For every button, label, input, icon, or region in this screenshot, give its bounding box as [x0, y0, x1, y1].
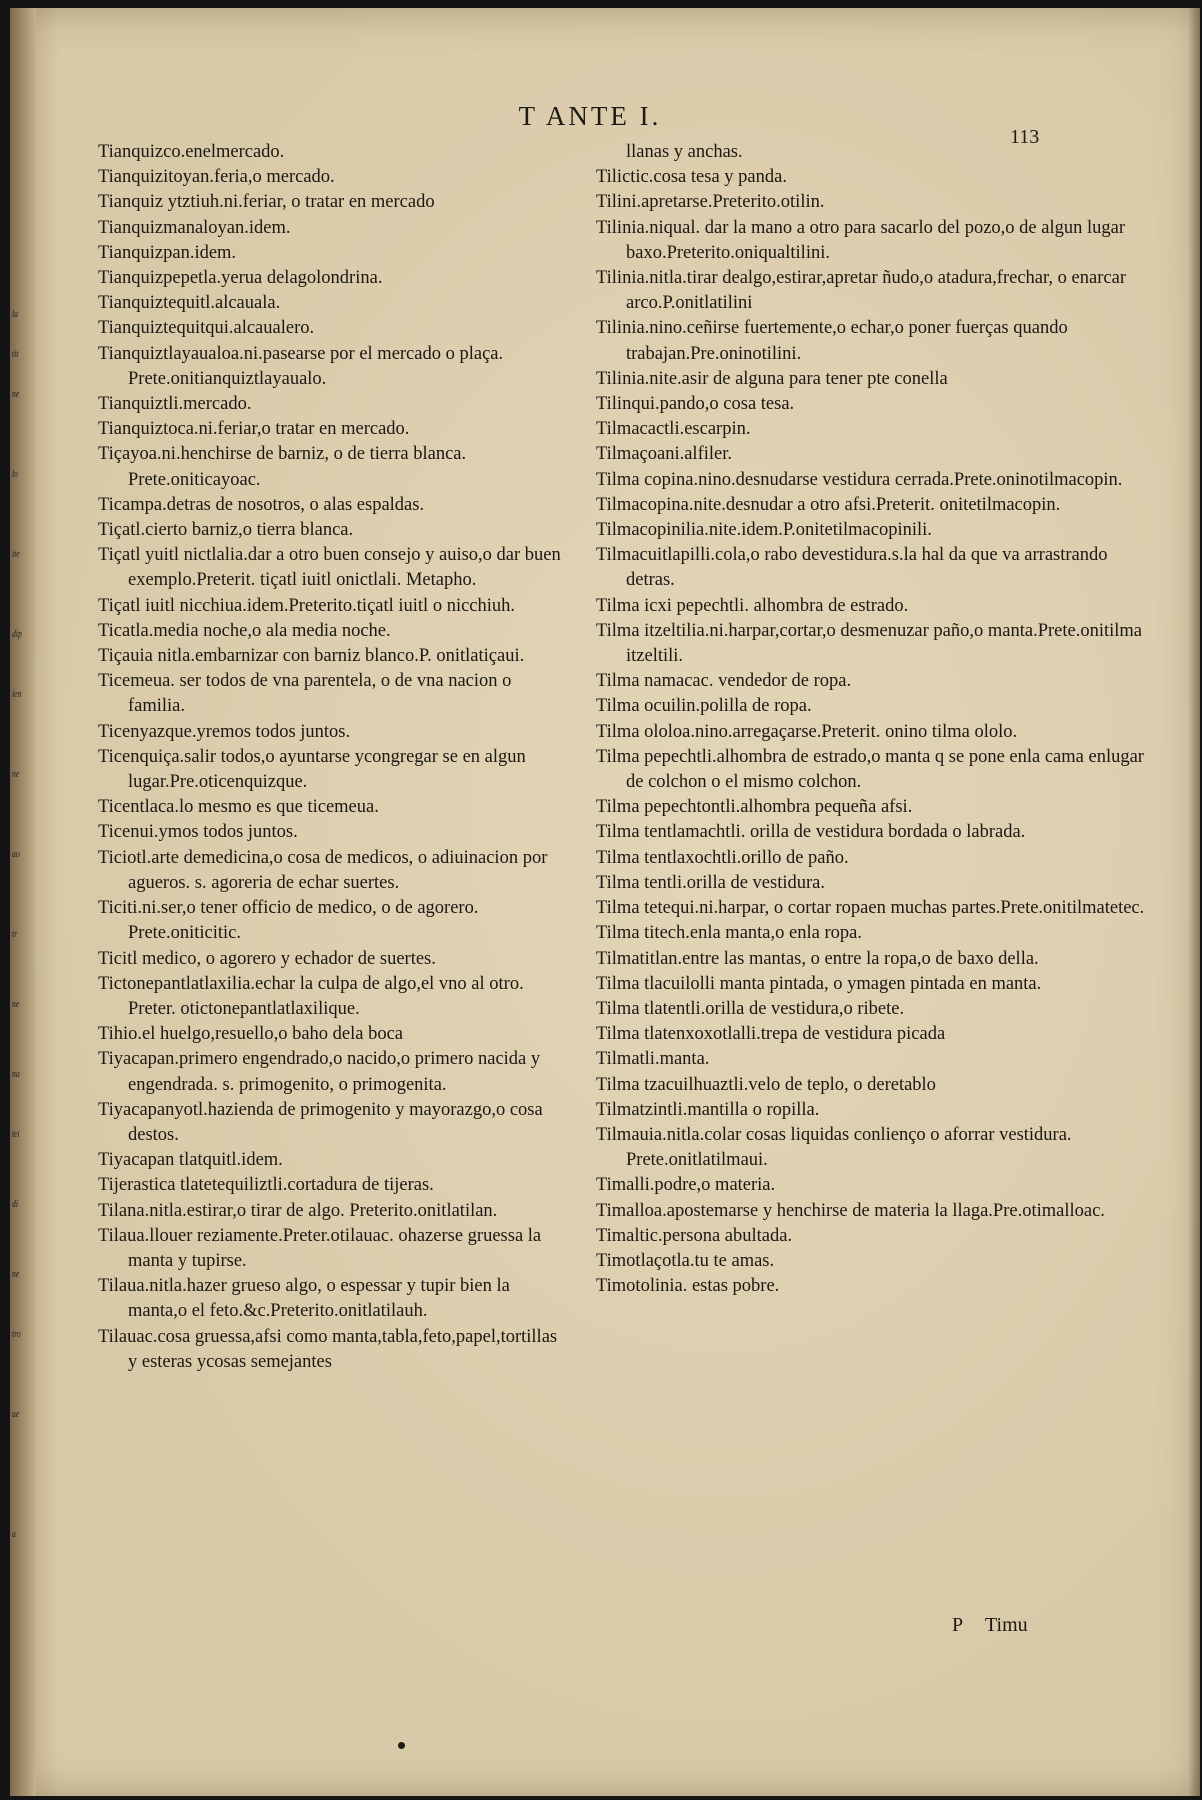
dictionary-entry: Ticitl medico, o agorero y echador de suertes. — [98, 948, 436, 969]
dictionary-entry: Ticiti.ni.ser,o tener officio de medico, o de agorero. Prete.oniticitic. — [98, 898, 484, 944]
margin-fragment: lo — [12, 468, 18, 480]
dictionary-entry: Tianquiztequitqui.alcaualero. — [98, 318, 315, 339]
facing-page-edge — [10, 8, 36, 1796]
margin-fragment: ite — [12, 548, 20, 560]
dictionary-entry: Tilma pepechtli.alhombra de estrado,o manta q se pone enla cama enlugar de colchon o el mismo colchon. — [596, 746, 1149, 793]
dictionary-entry: Tilma tlatentli.orilla de vestidura,o ribete. — [596, 998, 905, 1019]
margin-fragment: tro — [12, 1328, 21, 1340]
dictionary-entry: Tilaua.llouer reziamente.Preter.otilauac. ohazerse gruessa la manta y tupirse. — [98, 1225, 546, 1271]
margin-fragment: tei — [12, 1128, 20, 1140]
margin-fragment: a — [12, 1528, 16, 1540]
dictionary-entry: Timalli.podre,o materia. — [596, 1175, 776, 1196]
dictionary-entry: Tilaua.nitla.hazer grueso algo, o espessar y tupir bien la manta,o el feto.&c.Preterito.onitlatilauh. — [98, 1276, 515, 1322]
book-page — [10, 8, 1200, 1796]
dictionary-entry: Tilmatli.manta. — [596, 1049, 710, 1070]
right-column — [596, 140, 1152, 1299]
dictionary-entry: Tilmacactli.escarpin. — [596, 419, 751, 440]
margin-fragment: ien — [12, 688, 22, 700]
dictionary-entry: Tianquizmanaloyan.idem. — [98, 217, 291, 238]
continuation-line: llanas y anchas. — [626, 142, 743, 162]
dictionary-entry: Tianquizpan.idem. — [98, 242, 237, 263]
dictionary-entry: Tilmaçoani.alfiler. — [596, 444, 732, 465]
dictionary-entry: Tiçatl iuitl nicchiua.idem.Preterito.tiçatl iuitl o nicchiuh. — [98, 595, 516, 616]
dictionary-entry: Tilinia.nino.ceñirse fuertemente,o echar,o poner fuerças quando trabajan.Pre.oninotilini. — [596, 318, 1073, 364]
left-column — [98, 140, 568, 1375]
dictionary-entry: Tilma tzacuilhuaztli.velo de teplo, o deretablo — [596, 1074, 936, 1095]
margin-fragment: ne — [12, 998, 20, 1010]
margin-fragment: ne — [12, 388, 20, 400]
margin-fragment: dip — [12, 628, 22, 640]
dictionary-entry: Tilma tlacuilolli manta pintada, o ymagen pintada en manta. — [596, 973, 1042, 994]
dictionary-entry: Tilmacopina.nite.desnudar a otro afsi.Preterit. onitetilmacopin. — [596, 494, 1061, 515]
margin-fragment: tit — [12, 348, 19, 360]
dictionary-entry: Tilini.apretarse.Preterito.otilin. — [596, 192, 825, 213]
catchword-line — [952, 1614, 1028, 1637]
margin-fragment: ue — [12, 1408, 20, 1420]
dictionary-entry: Tiçayoa.ni.henchirse de barniz, o de tierra blanca. Prete.oniticayoac. — [98, 444, 471, 490]
dictionary-entry: Tijerastica tlatetequiliztli.cortadura de tijeras. — [98, 1175, 434, 1196]
margin-fragment: la — [12, 308, 18, 320]
ink-dot — [398, 1742, 405, 1749]
margin-fragment: na — [12, 1068, 20, 1080]
margin-fragment: ne — [12, 768, 20, 780]
dictionary-entry: Timaltic.persona abultada. — [596, 1225, 793, 1246]
dictionary-entry: Tictonepantlatlaxilia.echar la culpa de algo,el vno al otro. Preter. otictonepantlatlaxilique. — [98, 973, 529, 1019]
dictionary-entry: Tilma tetequi.ni.harpar, o cortar ropaen muchas partes.Prete.onitilmatetec. — [596, 898, 1145, 919]
running-title: T ANTE I. — [518, 101, 662, 131]
dictionary-entry: Tianquizpepetla.yerua delagolondrina. — [98, 268, 383, 289]
dictionary-entry: Tilmatzintli.mantilla o ropilla. — [596, 1099, 820, 1120]
dictionary-entry: Tilma tentlaxochtli.orillo de paño. — [596, 847, 849, 868]
dictionary-entry: Tianquiz ytztiuh.ni.feriar, o tratar en mercado — [98, 192, 435, 213]
dictionary-entry: Tilma ocuilin.polilla de ropa. — [596, 696, 812, 717]
dictionary-entry: Tilmauia.nitla.colar cosas liquidas conlienço o aforrar vestidura. Prete.onitlatilmaui. — [596, 1124, 1077, 1171]
dictionary-entry: Ticentlaca.lo mesmo es que ticemeua. — [98, 797, 379, 818]
page-edge-shadow — [1188, 8, 1200, 1796]
dictionary-entry: Tiçatl yuitl nictlalia.dar a otro buen consejo y auiso,o dar buen exemplo.Preterit. tiçatl iuitl onictlali. Metapho. — [98, 545, 566, 591]
dictionary-entry: Tilma itzeltilia.ni.harpar,cortar,o desmenuzar paño,o manta.Prete.onitilma itzeltili. — [596, 620, 1147, 667]
dictionary-entry: Timotolinia. estas pobre. — [596, 1276, 780, 1297]
signature-mark: P — [952, 1614, 963, 1636]
dictionary-entry: Timotlaçotla.tu te amas. — [596, 1250, 775, 1271]
dictionary-entry: Tianquiztequitl.alcauala. — [98, 293, 281, 314]
dictionary-entry: Tihio.el huelgo,resuello,o baho dela boca — [98, 1024, 404, 1045]
dictionary-entry: Timalloa.apostemarse y henchirse de materia la llaga.Pre.otimalloac. — [596, 1200, 1105, 1221]
dictionary-entry: Tiyacapan tlatquitl.idem. — [98, 1150, 283, 1171]
dictionary-entry: Tilinia.nitla.tirar dealgo,estirar,apretar ñudo,o atadura,frechar, o enarcar arco.P.onitlatilini — [596, 268, 1131, 314]
dictionary-entry: Tilma namacac. vendedor de ropa. — [596, 671, 852, 692]
dictionary-entry: Tilma icxi pepechtli. alhombra de estrado. — [596, 595, 909, 616]
dictionary-entry: Tilmatitlan.entre las mantas, o entre la ropa,o de baxo della. — [596, 948, 1039, 969]
dictionary-entry: Ticenquiça.salir todos,o ayuntarse ycongregar se en algun lugar.Pre.oticenquizque. — [98, 746, 531, 793]
dictionary-entry: Ticenui.ymos todos juntos. — [98, 822, 298, 843]
folio-number: 113 — [1010, 126, 1040, 148]
dictionary-entry: Tilma copina.nino.desnudarse vestidura cerrada.Prete.oninotilmacopin. — [596, 469, 1123, 490]
dictionary-entry: Ticemeua. ser todos de vna parentela, o de vna nacion o familia. — [98, 671, 517, 717]
dictionary-entry: Tilictic.cosa tesa y panda. — [596, 167, 787, 188]
catchword: Timu — [985, 1614, 1028, 1636]
dictionary-entry: Tilinqui.pando,o cosa tesa. — [596, 394, 795, 415]
dictionary-entry: Ticatla.media noche,o ala media noche. — [98, 620, 391, 641]
dictionary-entry: Tiçatl.cierto barniz,o tierra blanca. — [98, 520, 354, 541]
dictionary-entry: Tilma pepechtontli.alhombra pequeña afsi. — [596, 797, 913, 818]
dictionary-entry: Tianquiztoca.ni.feriar,o tratar en mercado. — [98, 419, 410, 440]
dictionary-entry: Tianquiztlayaualoa.ni.pasearse por el mercado o plaça. Prete.onitianquiztlayaualo. — [98, 343, 508, 389]
dictionary-entry: Tilmacopinilia.nite.idem.P.onitetilmacopinili. — [596, 520, 932, 541]
dictionary-entry: Tilma tentlamachtli. orilla de vestidura bordada o labrada. — [596, 822, 1026, 843]
dictionary-entry: Tianquiztli.mercado. — [98, 394, 252, 415]
dictionary-entry: Tiyacapanyotl.hazienda de primogenito y mayorazgo,o cosa destos. — [98, 1099, 548, 1145]
dictionary-entry: Tilma titech.enla manta,o enla ropa. — [596, 923, 862, 944]
dictionary-entry: Tiyacapan.primero engendrado,o nacido,o primero nacida y engendrada. s. primogenito, o primogenita. — [98, 1049, 545, 1095]
dictionary-entry: Tilinia.nite.asir de alguna para tener pte conella — [596, 368, 948, 389]
dictionary-entry: Tilma tlatenxoxotlalli.trepa de vestidura picada — [596, 1024, 946, 1045]
dictionary-entry: Tilma ololoa.nino.arregaçarse.Preterit. onino tilma ololo. — [596, 721, 1018, 742]
dictionary-entry: Tilauac.cosa gruessa,afsi como manta,tabla,feto,papel,tortillas y esteras ycosas semejantes — [98, 1326, 562, 1372]
margin-fragment: tr — [12, 928, 18, 940]
dictionary-entry: Tiçauia nitla.embarnizar con barniz blanco.P. onitlatiçaui. — [98, 646, 525, 667]
dictionary-entry: Tianquizitoyan.feria,o mercado. — [98, 167, 335, 188]
dictionary-entry: Tilana.nitla.estirar,o tirar de algo. Preterito.onitlatilan. — [98, 1200, 498, 1221]
dictionary-entry: Tianquizco.enelmercado. — [98, 142, 285, 162]
dictionary-entry: Ticampa.detras de nosotros, o alas espaldas. — [98, 494, 425, 515]
dictionary-entry: Tilmacuitlapilli.cola,o rabo devestidura.s.la hal da que va arrastrando detras. — [596, 545, 1113, 591]
dictionary-entry: Tilinia.niqual. dar la mano a otro para sacarlo del pozo,o de algun lugar baxo.Preterito.oniqualtilini. — [596, 217, 1130, 263]
dictionary-entry: Ticenyazque.yremos todos juntos. — [98, 721, 351, 742]
margin-fragment: di — [12, 1198, 18, 1210]
margin-fragment: ao — [12, 848, 20, 860]
margin-fragment: ne — [12, 1268, 20, 1280]
dictionary-entry: Tilma tentli.orilla de vestidura. — [596, 872, 825, 893]
dictionary-entry: Ticiotl.arte demedicina,o cosa de medicos, o adiuinacion por agueros. s. agoreria de echar suertes. — [98, 847, 552, 893]
